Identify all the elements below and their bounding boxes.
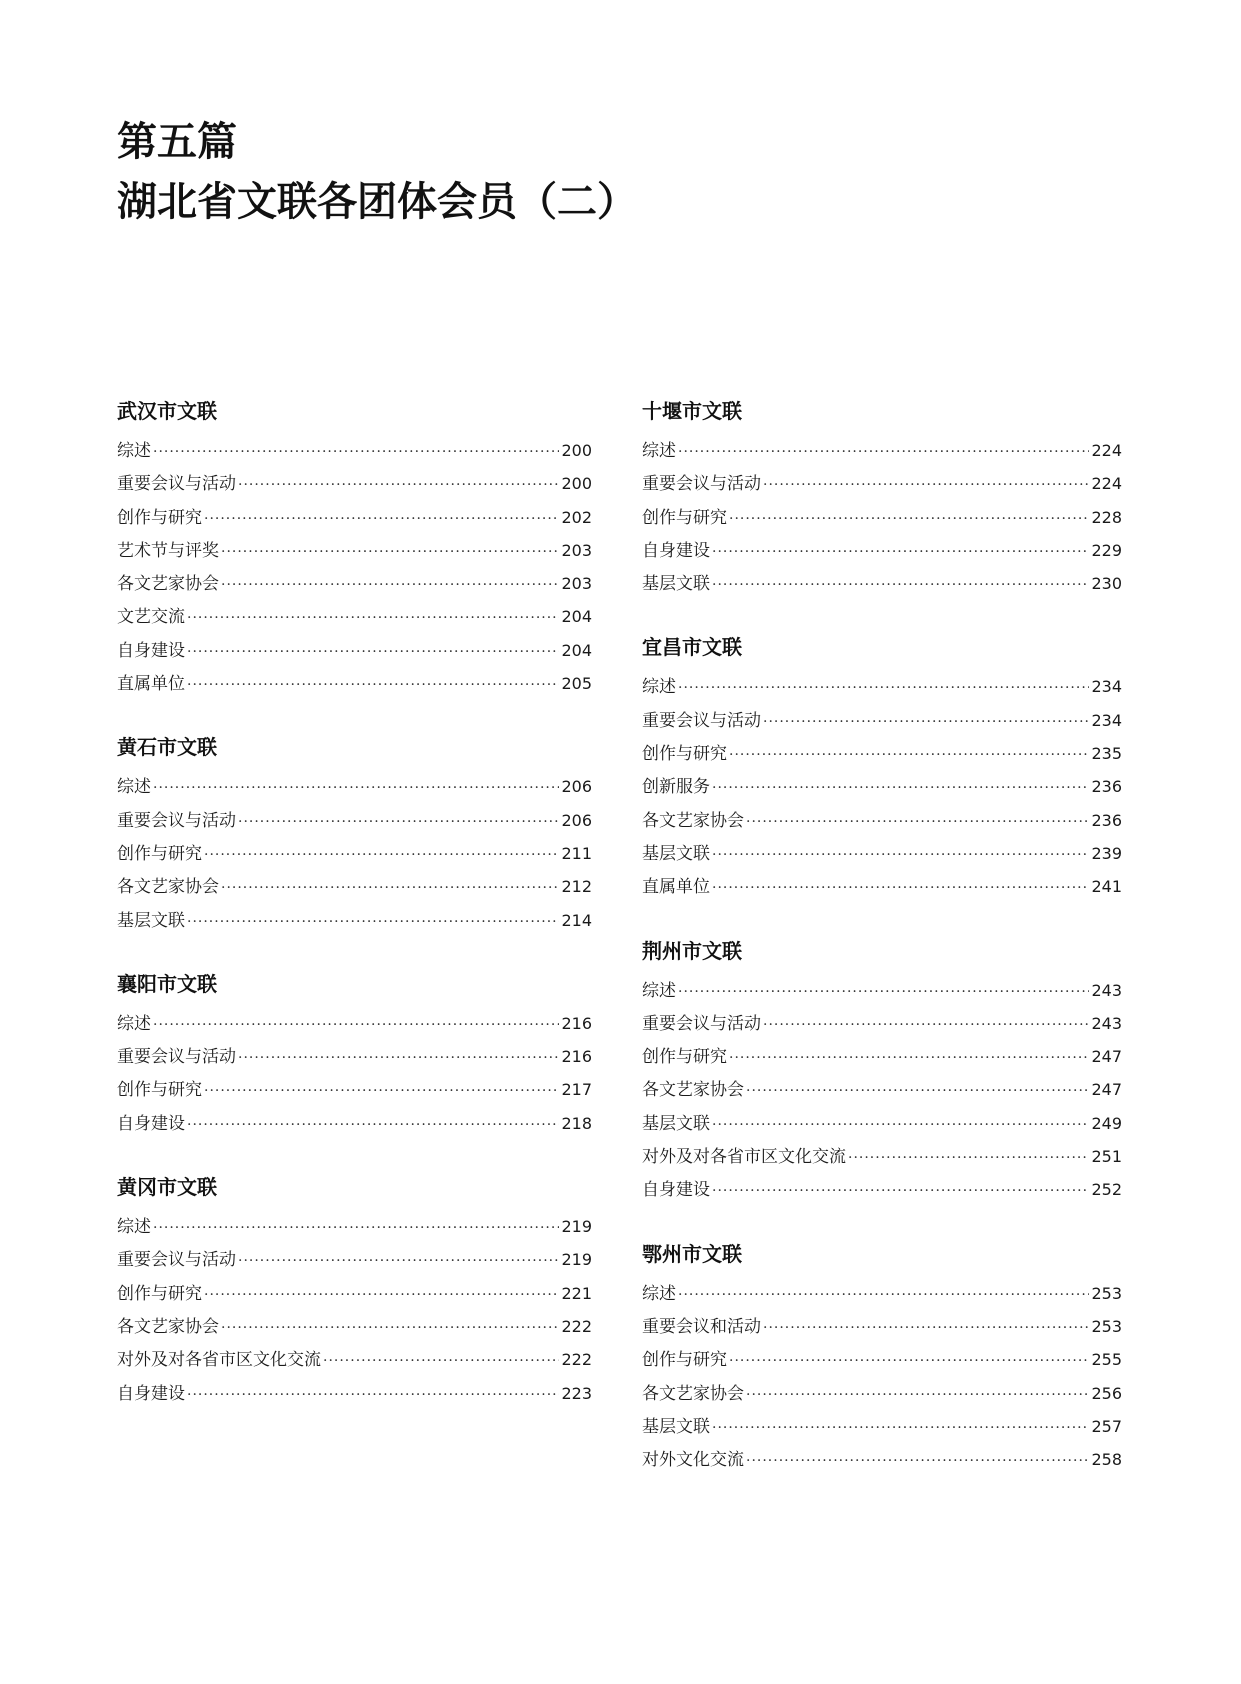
dot-leader — [153, 436, 559, 469]
dot-leader — [187, 669, 559, 702]
toc-entry — [642, 837, 1122, 870]
entry-page-number: 216 — [561, 1047, 592, 1067]
entry-page-number: 224 — [1091, 441, 1122, 460]
dot-leader — [763, 469, 1089, 502]
entry-page-number: 251 — [1091, 1147, 1122, 1167]
entry-title: 基层文联 — [642, 843, 710, 864]
entry-title: 各文艺家协会 — [642, 810, 744, 831]
toc-entry — [117, 1277, 592, 1310]
toc-entry — [117, 1107, 592, 1140]
toc-entry — [642, 804, 1122, 837]
entry-title: 直属单位 — [642, 877, 710, 898]
entry-title: 综述 — [117, 777, 151, 798]
entry-page-number: 223 — [561, 1383, 592, 1403]
entry-title: 基层文联 — [117, 910, 185, 931]
toc-entry — [642, 467, 1122, 500]
dot-leader — [238, 469, 559, 502]
entry-page-number: 204 — [561, 607, 592, 627]
toc-entry — [642, 737, 1122, 770]
dot-leader — [712, 839, 1089, 872]
entry-title: 自身建设 — [117, 1383, 185, 1404]
dot-leader — [238, 806, 559, 839]
entry-page-number: 247 — [1091, 1080, 1122, 1100]
entry-page-number: 216 — [561, 1013, 592, 1033]
entry-title: 各文艺家协会 — [117, 574, 219, 595]
dot-leader — [763, 706, 1089, 739]
toc-section — [642, 935, 1122, 1207]
dot-leader — [221, 536, 559, 569]
dot-leader — [153, 1212, 559, 1245]
entry-page-number: 249 — [1091, 1113, 1122, 1133]
toc-entry — [642, 1040, 1122, 1073]
dot-leader — [678, 976, 1089, 1009]
entry-title: 重要会议与活动 — [117, 474, 236, 495]
dot-leader — [712, 1412, 1089, 1445]
toc-entry — [642, 567, 1122, 600]
entry-page-number: 217 — [561, 1080, 592, 1100]
dot-leader — [187, 602, 559, 635]
entry-title: 综述 — [117, 1217, 151, 1238]
dot-leader — [729, 1345, 1089, 1378]
entry-page-number: 203 — [561, 574, 592, 594]
toc-section — [642, 631, 1122, 903]
entry-page-number: 234 — [1091, 710, 1122, 730]
dot-leader — [204, 1279, 559, 1312]
entry-page-number: 212 — [561, 877, 592, 897]
toc-section — [117, 968, 592, 1140]
toc-entry — [117, 870, 592, 903]
dot-leader — [153, 1009, 559, 1042]
entry-page-number: 200 — [561, 474, 592, 494]
toc-entry — [642, 1073, 1122, 1106]
entry-page-number: 219 — [561, 1250, 592, 1270]
entry-page-number: 205 — [561, 674, 592, 694]
entry-page-number: 258 — [1091, 1450, 1122, 1470]
entry-page-number: 241 — [1091, 877, 1122, 897]
section-title: 黄石市文联 — [117, 735, 217, 760]
entry-title: 综述 — [117, 441, 151, 461]
entry-title: 重要会议与活动 — [642, 1013, 761, 1034]
entry-title: 创新服务 — [642, 777, 710, 798]
entry-title: 自身建设 — [642, 540, 710, 561]
dot-leader — [746, 1445, 1089, 1478]
toc-entry — [642, 1007, 1122, 1040]
toc-entry — [642, 1310, 1122, 1343]
entry-page-number: 236 — [1091, 810, 1122, 830]
dot-leader — [187, 1109, 559, 1142]
entry-title: 创作与研究 — [117, 1080, 202, 1101]
dot-leader — [187, 636, 559, 669]
entry-page-number: 228 — [1091, 507, 1122, 527]
toc-entry — [117, 501, 592, 534]
section-title: 襄阳市文联 — [117, 971, 217, 996]
entry-title: 综述 — [642, 1283, 676, 1304]
entry-page-number: 202 — [561, 507, 592, 527]
toc-entry — [117, 1007, 592, 1040]
dot-leader — [678, 436, 1089, 469]
toc-entry — [117, 1073, 592, 1106]
entry-title: 自身建设 — [117, 1113, 185, 1134]
dot-leader — [238, 1245, 559, 1278]
entry-page-number: 206 — [561, 810, 592, 830]
dot-leader — [712, 1109, 1089, 1142]
entry-page-number: 222 — [561, 1350, 592, 1370]
toc-entry — [117, 600, 592, 633]
entry-page-number: 256 — [1091, 1383, 1122, 1403]
entry-title: 基层文联 — [642, 1113, 710, 1134]
entry-page-number: 214 — [561, 910, 592, 930]
dot-leader — [729, 739, 1089, 772]
entry-title: 自身建设 — [642, 1180, 710, 1201]
dot-leader — [204, 839, 559, 872]
dot-leader — [712, 772, 1089, 805]
dot-leader — [729, 503, 1089, 536]
entry-title: 对外及对各省市区文化交流 — [117, 1350, 321, 1371]
entry-title: 综述 — [642, 980, 676, 1001]
dot-leader — [221, 1312, 559, 1345]
entry-page-number: 243 — [1091, 980, 1122, 1000]
toc-section — [642, 395, 1122, 600]
dot-leader — [187, 1379, 559, 1412]
section-title: 宜昌市文联 — [642, 635, 742, 660]
entry-page-number: 206 — [561, 777, 592, 797]
toc-entry — [642, 534, 1122, 567]
toc-entry — [642, 1343, 1122, 1376]
entry-page-number: 257 — [1091, 1416, 1122, 1436]
toc-entry — [642, 1410, 1122, 1443]
entry-page-number: 219 — [561, 1217, 592, 1237]
entry-title: 重要会议与活动 — [117, 1250, 236, 1271]
toc-entry — [642, 974, 1122, 1007]
entry-title: 创作与研究 — [642, 1047, 727, 1068]
dot-leader — [712, 872, 1089, 905]
section-title: 鄂州市文联 — [642, 1241, 742, 1266]
toc-entry — [117, 1343, 592, 1376]
entry-page-number: 204 — [561, 640, 592, 660]
entry-page-number: 221 — [561, 1283, 592, 1303]
toc-entry — [117, 1377, 592, 1410]
entry-title: 对外及对各省市区文化交流 — [642, 1147, 846, 1168]
entry-page-number: 252 — [1091, 1180, 1122, 1200]
toc-entry — [642, 1140, 1122, 1173]
page-title — [117, 112, 637, 232]
toc-entry — [642, 1377, 1122, 1410]
dot-leader — [712, 536, 1089, 569]
entry-title: 创作与研究 — [642, 507, 727, 528]
entry-page-number: 224 — [1091, 474, 1122, 494]
toc-entry — [117, 534, 592, 567]
entry-title: 各文艺家协会 — [117, 1316, 219, 1337]
toc-entry — [642, 434, 1122, 467]
toc-entry — [642, 870, 1122, 903]
entry-page-number: 211 — [561, 843, 592, 863]
entry-title: 创作与研究 — [642, 1350, 727, 1371]
entry-title: 重要会议与活动 — [117, 1047, 236, 1068]
part-title: 湖北省文联各团体会员（二） — [117, 179, 637, 225]
section-title: 武汉市文联 — [117, 399, 217, 423]
toc-entry — [117, 1040, 592, 1073]
dot-leader — [153, 772, 559, 805]
dot-leader — [712, 569, 1089, 602]
dot-leader — [204, 1075, 559, 1108]
entry-page-number: 236 — [1091, 777, 1122, 797]
section-title: 十堰市文联 — [642, 399, 742, 423]
entry-page-number: 222 — [561, 1316, 592, 1336]
entry-title: 创作与研究 — [117, 507, 202, 528]
entry-title: 文艺交流 — [117, 607, 185, 628]
entry-page-number: 253 — [1091, 1316, 1122, 1336]
toc-entry — [117, 904, 592, 937]
toc-right-column — [642, 395, 1122, 1507]
entry-title: 综述 — [642, 677, 676, 698]
toc-entry — [642, 1443, 1122, 1476]
entry-title: 重要会议和活动 — [642, 1316, 761, 1337]
entry-page-number: 234 — [1091, 677, 1122, 697]
dot-leader — [746, 806, 1089, 839]
dot-leader — [712, 1175, 1089, 1208]
entry-title: 直属单位 — [117, 674, 185, 695]
entry-page-number: 253 — [1091, 1283, 1122, 1303]
toc-section — [117, 731, 592, 936]
entry-page-number: 247 — [1091, 1047, 1122, 1067]
toc-entry — [117, 1243, 592, 1276]
entry-page-number: 235 — [1091, 744, 1122, 764]
dot-leader — [763, 1312, 1089, 1345]
entry-title: 重要会议与活动 — [642, 710, 761, 731]
dot-leader — [746, 1379, 1089, 1412]
toc-entry — [117, 1210, 592, 1243]
entry-title: 自身建设 — [117, 640, 185, 661]
toc-entry — [117, 567, 592, 600]
dot-leader — [763, 1009, 1089, 1042]
toc-entry — [642, 1173, 1122, 1206]
entry-title: 重要会议与活动 — [117, 810, 236, 831]
entry-title: 创作与研究 — [117, 843, 202, 864]
dot-leader — [187, 906, 559, 939]
entry-title: 综述 — [642, 441, 676, 461]
dot-leader — [238, 1042, 559, 1075]
section-title: 荆州市文联 — [642, 938, 742, 963]
toc-entry — [642, 770, 1122, 803]
entry-title: 重要会议与活动 — [642, 474, 761, 495]
entry-title: 各文艺家协会 — [117, 877, 219, 898]
entry-title: 基层文联 — [642, 574, 710, 595]
entry-page-number: 230 — [1091, 574, 1122, 594]
dot-leader — [204, 503, 559, 536]
entry-title: 各文艺家协会 — [642, 1080, 744, 1101]
entry-page-number: 239 — [1091, 843, 1122, 863]
dot-leader — [746, 1075, 1089, 1108]
toc-entry — [117, 434, 592, 467]
toc-section — [642, 1238, 1122, 1477]
dot-leader — [323, 1345, 559, 1378]
toc-entry — [117, 804, 592, 837]
toc-entry — [642, 1277, 1122, 1310]
toc-entry — [117, 770, 592, 803]
toc-section — [117, 395, 592, 700]
entry-title: 对外文化交流 — [642, 1450, 744, 1471]
toc-entry — [117, 467, 592, 500]
entry-page-number: 229 — [1091, 540, 1122, 560]
toc-left-column — [117, 395, 592, 1441]
toc-entry — [117, 837, 592, 870]
dot-leader — [678, 1279, 1089, 1312]
toc-entry — [117, 634, 592, 667]
entry-page-number: 243 — [1091, 1013, 1122, 1033]
toc-entry — [642, 704, 1122, 737]
toc-entry — [642, 1107, 1122, 1140]
entry-page-number: 200 — [561, 441, 592, 460]
entry-page-number: 218 — [561, 1113, 592, 1133]
toc-section — [117, 1171, 592, 1410]
entry-page-number: 255 — [1091, 1350, 1122, 1370]
part-label: 第五篇 — [117, 119, 237, 165]
toc-entry — [642, 670, 1122, 703]
entry-title: 艺术节与评奖 — [117, 540, 219, 561]
entry-title: 创作与研究 — [642, 744, 727, 765]
dot-leader — [678, 672, 1089, 705]
entry-title: 创作与研究 — [117, 1283, 202, 1304]
dot-leader — [729, 1042, 1089, 1075]
toc-entry — [642, 501, 1122, 534]
entry-page-number: 203 — [561, 540, 592, 560]
dot-leader — [848, 1142, 1089, 1175]
toc-entry — [117, 1310, 592, 1343]
section-title: 黄冈市文联 — [117, 1175, 217, 1200]
dot-leader — [221, 872, 559, 905]
dot-leader — [221, 569, 559, 602]
toc-entry — [117, 667, 592, 700]
entry-title: 基层文联 — [642, 1416, 710, 1437]
entry-title: 综述 — [117, 1013, 151, 1034]
entry-title: 各文艺家协会 — [642, 1383, 744, 1404]
